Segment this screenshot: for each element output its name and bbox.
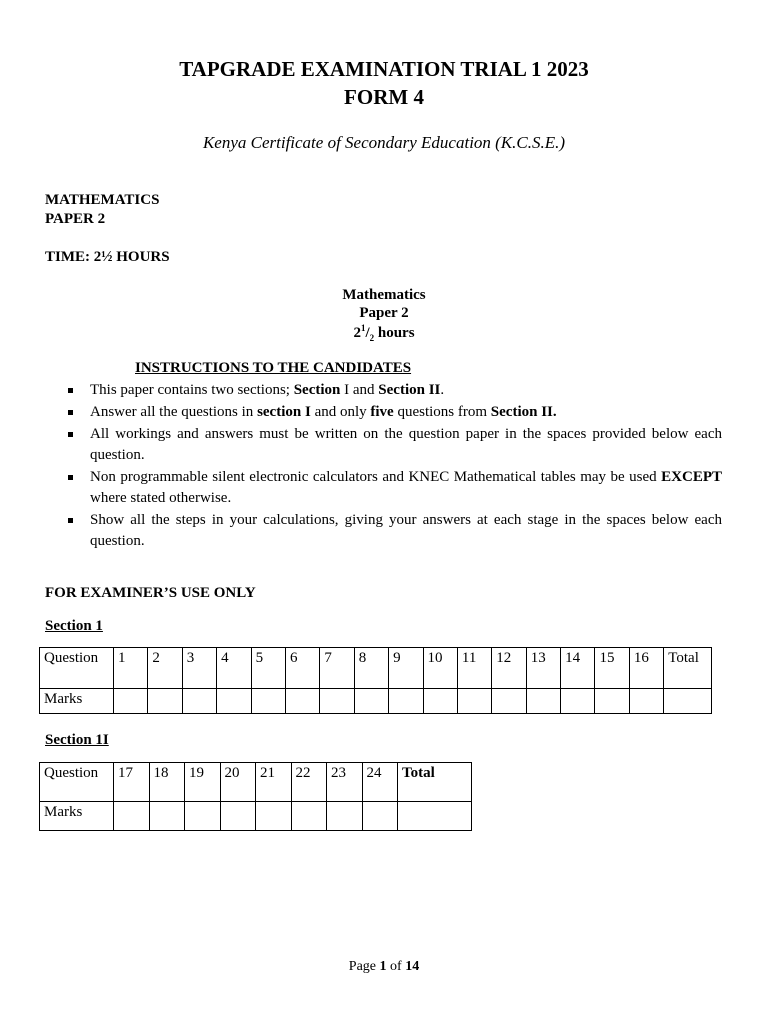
marks-cell[interactable]: [629, 689, 663, 714]
marks-cell[interactable]: [423, 689, 457, 714]
bullet-icon: [68, 518, 73, 523]
duration-numerator: 1: [360, 323, 366, 333]
question-number-cell: 20: [220, 763, 256, 802]
total-header-cell: Total: [664, 648, 712, 689]
page-total: 14: [405, 959, 420, 974]
duration-denominator: 2: [369, 333, 375, 343]
instruction-text: .: [440, 382, 445, 398]
exam-title: TAPGRADE EXAMINATION TRIAL 1 2023: [179, 57, 589, 81]
marks-cell[interactable]: [526, 689, 560, 714]
instruction-item: [68, 467, 722, 509]
question-number-cell: 22: [291, 763, 327, 802]
marks-cell[interactable]: [389, 689, 423, 714]
table-row-question: [40, 648, 712, 689]
bullet-icon: [68, 388, 73, 393]
page-prefix: Page: [348, 959, 380, 974]
exam-subtitle: Kenya Certificate of Secondary Education (K.C.S.E.): [202, 133, 566, 152]
table-row-question: [40, 763, 472, 802]
table-row-marks: [40, 689, 712, 714]
marks-cell[interactable]: [595, 689, 629, 714]
question-number-cell: 15: [595, 648, 629, 689]
instruction-text: This paper contains two sections;: [90, 382, 294, 398]
instructions-list: [68, 380, 722, 553]
marks-cell[interactable]: [114, 689, 148, 714]
question-number-cell: 18: [149, 763, 185, 802]
center-duration: [0, 323, 768, 343]
subject-label: MATHEMATICS: [45, 192, 160, 208]
marks-cell[interactable]: [285, 689, 319, 714]
question-number-cell: 8: [354, 648, 388, 689]
question-number-cell: 7: [320, 648, 354, 689]
row-header-marks: Marks: [40, 689, 114, 714]
instruction-bold: five: [370, 404, 394, 420]
question-number-cell: 14: [561, 648, 595, 689]
duration-unit: hours: [374, 325, 415, 341]
marks-cell[interactable]: [362, 802, 398, 831]
duration-whole: 2: [353, 325, 361, 341]
bullet-icon: [68, 475, 73, 480]
examiner-heading: FOR EXAMINER’S USE ONLY: [45, 585, 256, 601]
question-number-cell: 1: [114, 648, 148, 689]
question-number-cell: 4: [217, 648, 251, 689]
section1-label: Section 1: [45, 618, 103, 634]
instruction-text: and only: [310, 404, 371, 420]
marks-cell[interactable]: [492, 689, 526, 714]
total-marks-cell[interactable]: [664, 689, 712, 714]
instruction-text: All workings and answers must be written on the question paper in the spaces provided below each question.: [90, 426, 722, 463]
bullet-icon: [68, 432, 73, 437]
question-number-cell: 3: [182, 648, 216, 689]
marks-cell[interactable]: [256, 802, 292, 831]
instruction-text: Answer all the questions in: [90, 404, 258, 420]
row-header-question: Question: [40, 648, 114, 689]
total-header-cell: Total: [398, 763, 472, 802]
instruction-bold: Section: [293, 382, 341, 398]
instruction-item: [68, 424, 722, 466]
marks-cell[interactable]: [327, 802, 363, 831]
instruction-item: [68, 402, 722, 423]
marks-cell[interactable]: [251, 689, 285, 714]
instruction-bold: Section II: [378, 382, 441, 398]
row-header-question: Question: [40, 763, 114, 802]
question-number-cell: 12: [492, 648, 526, 689]
question-number-cell: 19: [185, 763, 221, 802]
marks-cell[interactable]: [457, 689, 491, 714]
section2-label: Section 1I: [45, 732, 109, 748]
question-number-cell: 10: [423, 648, 457, 689]
marks-cell[interactable]: [114, 802, 150, 831]
page-current: 1: [379, 959, 387, 974]
page-number: [0, 959, 768, 975]
instructions-heading: INSTRUCTIONS TO THE CANDIDATES: [135, 360, 412, 376]
marks-cell[interactable]: [217, 689, 251, 714]
instruction-text: I and: [340, 382, 379, 398]
marks-cell[interactable]: [148, 689, 182, 714]
question-number-cell: 6: [285, 648, 319, 689]
form-level: FORM 4: [344, 85, 424, 109]
section1-marks-table: [39, 647, 712, 714]
instruction-bold: EXCEPT: [661, 469, 722, 485]
instruction-bold: Section II.: [490, 404, 557, 420]
center-paper: Paper 2: [359, 305, 409, 321]
center-subject: Mathematics: [342, 287, 426, 303]
instruction-text: where stated otherwise.: [90, 490, 232, 506]
question-number-cell: 16: [629, 648, 663, 689]
instruction-item: [68, 510, 722, 552]
instruction-text: Show all the steps in your calculations, giving your answers at each stage in the spaces below each question.: [90, 512, 722, 549]
marks-cell[interactable]: [291, 802, 327, 831]
instruction-bold: section I: [257, 404, 311, 420]
total-marks-cell[interactable]: [398, 802, 472, 831]
marks-cell[interactable]: [561, 689, 595, 714]
marks-cell[interactable]: [354, 689, 388, 714]
marks-cell[interactable]: [185, 802, 221, 831]
question-number-cell: 24: [362, 763, 398, 802]
bullet-icon: [68, 410, 73, 415]
question-number-cell: 2: [148, 648, 182, 689]
question-number-cell: 5: [251, 648, 285, 689]
question-number-cell: 13: [526, 648, 560, 689]
instruction-item: [68, 380, 722, 401]
marks-cell[interactable]: [320, 689, 354, 714]
row-header-marks: Marks: [40, 802, 114, 831]
question-number-cell: 9: [389, 648, 423, 689]
table-row-marks: [40, 802, 472, 831]
question-number-cell: 11: [457, 648, 491, 689]
question-number-cell: 21: [256, 763, 292, 802]
instruction-text: Non programmable silent electronic calculators and KNEC Mathematical tables may be used: [90, 469, 662, 485]
paper-label: PAPER 2: [45, 211, 106, 227]
marks-cell[interactable]: [149, 802, 185, 831]
marks-cell[interactable]: [182, 689, 216, 714]
question-number-cell: 23: [327, 763, 363, 802]
page-of: of: [386, 959, 406, 974]
question-number-cell: 17: [114, 763, 150, 802]
time-label: TIME: 2½ HOURS: [45, 249, 170, 265]
instruction-text: questions from: [393, 404, 491, 420]
marks-cell[interactable]: [220, 802, 256, 831]
duration-slash: /: [365, 325, 370, 341]
section2-marks-table: [39, 762, 472, 831]
